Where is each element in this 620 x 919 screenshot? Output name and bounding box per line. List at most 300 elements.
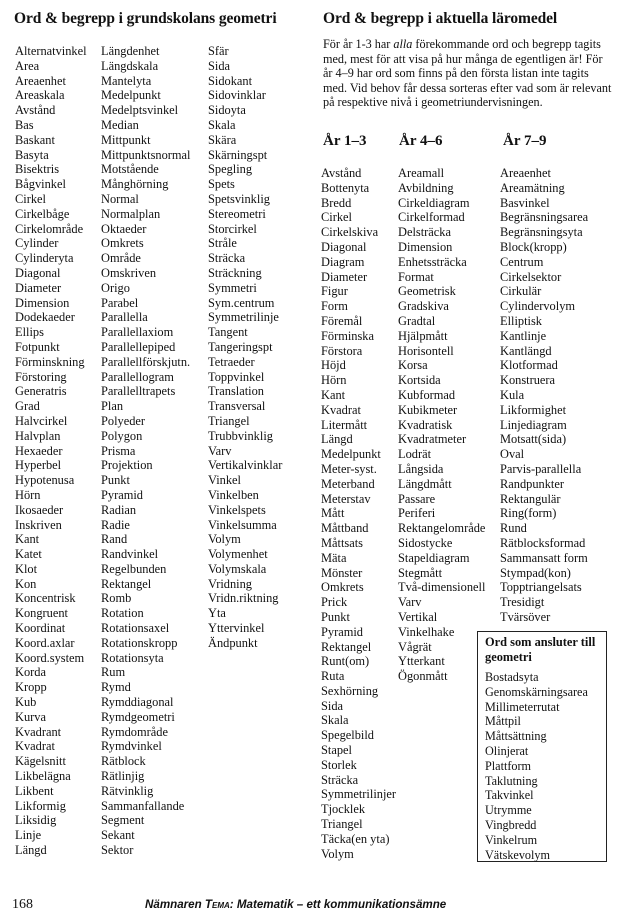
list-item: Bisektris — [15, 162, 60, 177]
list-item: Vingbredd — [485, 817, 537, 832]
list-item: Rätblock — [101, 754, 146, 769]
list-item: Omkrets — [321, 580, 364, 595]
list-item: Koord.system — [15, 650, 85, 665]
list-item: Vinkelsumma — [208, 517, 277, 532]
list-item: Horisontell — [398, 343, 454, 358]
list-item: Ögonmått — [398, 669, 448, 684]
list-item: Kula — [500, 387, 525, 402]
list-item: Toppvinkel — [208, 369, 265, 384]
list-item: Avstånd — [321, 166, 362, 180]
list-item: Volym — [321, 846, 354, 861]
list-item: Vinkelhake — [398, 624, 455, 639]
list-item: Randpunkter — [500, 476, 565, 491]
list-item: Basyta — [15, 147, 49, 162]
list-item: Kubikmeter — [398, 402, 458, 417]
list-item: Areamall — [398, 166, 445, 180]
list-item: Elliptisk — [500, 313, 542, 328]
list-item: Polygon — [101, 428, 143, 443]
list-item: Likbent — [15, 783, 54, 798]
list-item: Cirkelområde — [15, 221, 84, 236]
list-item: Cirkulär — [500, 284, 542, 299]
list-item: Radie — [101, 517, 130, 532]
list-item: Längdskala — [101, 58, 159, 73]
list-item: Rektangel — [321, 639, 372, 654]
list-item: Begränsningsyta — [500, 225, 583, 240]
list-item: Sexhörning — [321, 683, 379, 698]
list-item: Parallellaxiom — [101, 325, 174, 340]
list-item: Cylinder — [15, 236, 59, 251]
list-item: Translation — [208, 384, 264, 399]
list-item: Volymskala — [208, 561, 267, 576]
list-item: Sidovinklar — [208, 88, 266, 103]
list-item: Sammansatt form — [500, 550, 588, 565]
list-item: Area — [15, 58, 40, 73]
list-item: Generatris — [15, 384, 67, 399]
list-item: Prisma — [101, 443, 136, 458]
list-item: Yttervinkel — [208, 621, 265, 636]
list-item: Millimeterrutat — [485, 699, 560, 714]
list-item: Delsträcka — [398, 225, 451, 240]
list-item: Stråle — [208, 236, 237, 251]
list-item: Genomskärningsarea — [485, 684, 588, 699]
list-item: Cirkelformad — [398, 210, 465, 225]
list-item: Förminska — [321, 328, 375, 343]
list-item: Rätlinjig — [101, 769, 145, 784]
list-item: Grad — [15, 399, 40, 414]
list-item: Kub — [15, 695, 37, 710]
list-item: Vågrät — [398, 639, 432, 654]
list-item: Tangeringspt — [208, 339, 273, 354]
list-item: Triangel — [321, 817, 363, 832]
list-item: Normal — [101, 191, 139, 206]
intro-paragraph — [323, 37, 615, 110]
list-item: Föremål — [321, 313, 363, 328]
list-item: Parallella — [101, 310, 148, 325]
list-item: Hörn — [321, 373, 347, 388]
list-item: Diagonal — [15, 265, 61, 280]
list-item: Litermått — [321, 417, 368, 432]
list-item: Linje — [15, 828, 42, 843]
list-item: Sträcka — [321, 772, 359, 787]
list-item: Prick — [321, 595, 348, 610]
list-item: Bågvinkel — [15, 177, 66, 192]
list-item: Spegelbild — [321, 728, 374, 743]
list-item: Form — [321, 299, 348, 314]
list-item: Plattform — [485, 758, 532, 773]
page-number: 168 — [12, 897, 33, 912]
list-item: Varv — [398, 595, 422, 610]
list-item: Motsatt(sida) — [500, 432, 567, 447]
list-item: Dodekaeder — [15, 310, 75, 325]
list-item: Kägelsnitt — [15, 754, 66, 769]
list-item: Dimension — [15, 295, 70, 310]
list-item: Randvinkel — [101, 547, 159, 562]
list-item: Omkrets — [101, 236, 144, 251]
list-item: Sträcka — [208, 251, 246, 266]
list-item: Likbelägna — [15, 769, 71, 784]
list-item: Rektangel — [101, 576, 152, 591]
list-item: Gradtal — [398, 313, 436, 328]
list-item: Alternatvinkel — [15, 44, 87, 58]
list-item: Hexaeder — [15, 443, 63, 458]
related-words-title: Ord som ansluter till geometri — [485, 635, 596, 664]
list-item: Hyperbel — [15, 458, 62, 473]
list-item: Rätvinklig — [101, 783, 154, 798]
list-item: Kvadrat — [15, 739, 55, 754]
list-item: Vätskevolym — [485, 847, 550, 862]
list-item: Punkt — [321, 609, 350, 624]
list-item: Segment — [101, 813, 145, 828]
list-item: Storlek — [321, 757, 357, 772]
list-item: Diameter — [321, 269, 368, 284]
list-item: Skärningspt — [208, 147, 268, 162]
list-item: Meter-syst. — [321, 461, 377, 476]
list-item: Cirkelskiva — [321, 225, 379, 240]
list-item: Oval — [500, 447, 525, 462]
list-item: Rymdgeometri — [101, 709, 175, 724]
list-item: Tetraeder — [208, 354, 255, 369]
list-item: Areaenhet — [15, 73, 66, 88]
list-item: Runt(om) — [321, 654, 370, 669]
grade-1-3-column — [321, 166, 396, 861]
list-item: Vinkel — [208, 473, 241, 488]
related-words-box — [477, 631, 607, 862]
list-item: Rektangulär — [500, 491, 561, 506]
list-item: Meterstav — [321, 491, 371, 506]
list-item: Skala — [321, 713, 349, 728]
list-item: Spegling — [208, 162, 253, 177]
list-item: Normalplan — [101, 206, 161, 221]
list-item: Cylinderyta — [15, 251, 74, 266]
list-item: Parallellförskjutn. — [101, 354, 191, 369]
list-item: Takvinkel — [485, 788, 534, 803]
list-item: Stympad(kon) — [500, 565, 571, 580]
list-item: Begränsningsarea — [500, 210, 589, 225]
grade-4-6-column — [398, 166, 485, 684]
list-item: Bas — [15, 117, 34, 132]
intro-text-end: förekommande ord och begrepp tagits med, mest för att visa på hur många de egentligen är! För år 4–9 har ord som finns på den första listan inte tagits med. Vid behov får dessa sorteras efter vad som är relevant på respektive nivå i geometriundervisningen. — [323, 37, 612, 110]
list-item: Sekant — [101, 828, 135, 843]
list-item: Areamätning — [500, 180, 565, 195]
list-item: Kvadrat — [321, 402, 361, 417]
list-item: Sammanfallande — [101, 798, 185, 813]
list-item: Cylindervolym — [500, 299, 576, 314]
list-item: Stereometri — [208, 206, 266, 221]
list-item: Stapeldiagram — [398, 550, 470, 565]
list-item: Rymd — [101, 680, 131, 695]
list-item: Rotation — [101, 606, 144, 621]
list-item: Längdenhet — [101, 44, 160, 58]
list-item: Ruta — [321, 669, 345, 684]
list-item: Måttsättning — [485, 729, 547, 744]
list-item: Spets — [208, 177, 235, 192]
list-item: Rund — [500, 521, 527, 536]
list-item: Avbildning — [398, 180, 454, 195]
list-item: Sidokant — [208, 73, 253, 88]
list-item: Korda — [15, 665, 46, 680]
list-item: Cirkelbåge — [15, 206, 70, 221]
list-item: Block(kropp) — [500, 239, 567, 254]
list-item: Parallellogram — [101, 369, 174, 384]
list-item: Medelpunkt — [101, 88, 161, 103]
list-item: Topptriangelsats — [500, 580, 582, 595]
list-item: Kantlängd — [500, 343, 552, 358]
list-item: Koord.axlar — [15, 635, 75, 650]
left-column-2 — [101, 44, 191, 858]
list-item: Hörn — [15, 487, 41, 502]
list-item: Längd — [321, 432, 353, 447]
list-item: Spetsvinklig — [208, 191, 270, 206]
list-item: Månghörning — [101, 177, 169, 192]
list-item: Område — [101, 251, 141, 266]
list-item: Areaenhet — [500, 166, 551, 180]
list-item: Kongruent — [15, 606, 68, 621]
list-item: Halvplan — [15, 428, 61, 443]
list-item: Stegmått — [398, 565, 443, 580]
list-item: Trubbvinklig — [208, 428, 273, 443]
list-item: Höjd — [321, 358, 346, 373]
list-item: Diameter — [15, 280, 62, 295]
list-item: Förstora — [321, 343, 363, 358]
list-item: Volymenhet — [208, 547, 268, 562]
list-item: Vertikal — [398, 609, 438, 624]
list-item: Täcka(en yta) — [321, 831, 390, 846]
list-item: Diagram — [321, 254, 365, 269]
list-item: Triangel — [208, 413, 250, 428]
list-item: Linjediagram — [500, 417, 567, 432]
grade-header-7-9: År 7–9 — [503, 133, 547, 149]
list-item: Bostadsyta — [485, 670, 539, 684]
footer-tema: Tema — [204, 898, 230, 911]
list-item: Sidoyta — [208, 103, 246, 118]
list-item: Gradskiva — [398, 299, 449, 314]
list-item: Cirkeldiagram — [398, 195, 470, 210]
intro-emphasis: alla — [393, 37, 413, 51]
list-item: Periferi — [398, 506, 436, 521]
list-item: Långsida — [398, 461, 444, 476]
list-item: Projektion — [101, 458, 153, 473]
grade-header-1-3: År 1–3 — [323, 133, 367, 149]
left-section-title: Ord & begrepp i grundskolans geometri — [14, 10, 277, 27]
list-item: Lodrät — [398, 447, 432, 462]
list-item: Parallellepiped — [101, 339, 176, 354]
list-item: Baskant — [15, 132, 55, 147]
list-item: Likformighet — [500, 402, 567, 417]
list-item: Polyeder — [101, 413, 146, 428]
list-item: Rum — [101, 665, 126, 680]
related-words-list — [485, 670, 588, 862]
list-item: Motstående — [101, 162, 159, 177]
list-item: Sida — [208, 58, 231, 73]
list-item: Rymddiagonal — [101, 695, 174, 710]
list-item: Cirkel — [15, 191, 46, 206]
list-item: Oktaeder — [101, 221, 147, 236]
list-item: Tangent — [208, 325, 248, 340]
list-item: Punkt — [101, 473, 130, 488]
list-item: Rätblocksformad — [500, 535, 586, 550]
list-item: Vinkelrum — [485, 832, 538, 847]
list-item: Rymdområde — [101, 724, 168, 739]
list-item: Vridn.riktning — [208, 591, 279, 606]
list-item: Halvcirkel — [15, 413, 68, 428]
list-item: Klotformad — [500, 358, 558, 373]
list-item: Ytterkant — [398, 654, 445, 669]
list-item: Längd — [15, 843, 47, 858]
list-item: Sym.centrum — [208, 295, 275, 310]
list-item: Hypotenusa — [15, 473, 75, 488]
list-item: Figur — [321, 284, 348, 299]
list-item: Enhetssträcka — [398, 254, 467, 269]
list-item: Parabel — [101, 295, 139, 310]
list-item: Regelbunden — [101, 561, 167, 576]
list-item: Vinkelspets — [208, 502, 266, 517]
right-section-title: Ord & begrepp i aktuella läromedel — [323, 10, 558, 27]
list-item: Sträckning — [208, 265, 262, 280]
list-item: Kant — [15, 532, 40, 547]
list-item: Måttband — [321, 521, 369, 536]
list-item: Likformig — [15, 798, 66, 813]
list-item: Kvadratisk — [398, 417, 453, 432]
list-item: Mäta — [321, 550, 347, 565]
list-item: Symmetrilinjer — [321, 787, 397, 802]
intro-text-start: För år 1-3 har — [323, 37, 394, 51]
list-item: Cirkelsektor — [500, 269, 562, 284]
list-item: Origo — [101, 280, 130, 295]
list-item: Medelptsvinkel — [101, 103, 179, 118]
list-item: Tresidigt — [500, 595, 545, 610]
list-item: Bredd — [321, 195, 352, 210]
list-item: Romb — [101, 591, 132, 606]
list-item: Rotationsaxel — [101, 621, 170, 636]
list-item: Inskriven — [15, 517, 62, 532]
list-item: Cirkel — [321, 210, 352, 225]
list-item: Vinkelben — [208, 487, 259, 502]
list-item: Avstånd — [15, 103, 56, 118]
list-item: Transversal — [208, 399, 266, 414]
list-item: Måttsats — [321, 535, 363, 550]
list-item: Omskriven — [101, 265, 157, 280]
grade-7-9-column — [500, 166, 588, 625]
list-item: Måttpil — [485, 714, 521, 729]
list-item: Mantelyta — [101, 73, 152, 88]
list-item: Liksidig — [15, 813, 57, 828]
list-item: Kantlinje — [500, 328, 547, 343]
list-item: Kortsida — [398, 373, 441, 388]
left-column-1 — [15, 44, 87, 858]
list-item: Vridning — [208, 576, 252, 591]
footer-journal-line — [145, 898, 446, 911]
list-item: Radian — [101, 502, 137, 517]
list-item: Passare — [398, 491, 436, 506]
list-item: Parvis-parallella — [500, 461, 582, 476]
list-item: Pyramid — [321, 624, 363, 639]
list-item: Sektor — [101, 843, 134, 858]
list-item: Sidostycke — [398, 535, 453, 550]
list-item: Kvadratmeter — [398, 432, 467, 447]
list-item: Kant — [321, 387, 346, 402]
list-item: Olinjerat — [485, 743, 529, 758]
list-item: Basvinkel — [500, 195, 550, 210]
list-item: Plan — [101, 399, 124, 414]
list-item: Areaskala — [15, 88, 65, 103]
list-item: Kon — [15, 576, 37, 591]
list-item: Stapel — [321, 743, 352, 758]
list-item: Konstruera — [500, 373, 556, 388]
list-item: Längdmått — [398, 476, 452, 491]
list-item: Skala — [208, 117, 236, 132]
list-item: Kropp — [15, 680, 47, 695]
list-item: Pyramid — [101, 487, 143, 502]
list-item: Klot — [15, 561, 38, 576]
list-item: Kurva — [15, 709, 46, 724]
list-item: Symmetrilinje — [208, 310, 279, 325]
list-item: Rand — [101, 532, 128, 547]
list-item: Utrymme — [485, 803, 532, 818]
list-item: Dimension — [398, 239, 453, 254]
list-item: Symmetri — [208, 280, 257, 295]
list-item: Diagonal — [321, 239, 367, 254]
list-item: Volym — [208, 532, 241, 547]
list-item: Tjocklek — [321, 802, 366, 817]
list-item: Mönster — [321, 565, 363, 580]
list-item: Yta — [208, 606, 226, 621]
list-item: Koordinat — [15, 621, 66, 636]
list-item: Sfär — [208, 44, 229, 58]
list-item: Hjälpmått — [398, 328, 448, 343]
list-item: Rymdvinkel — [101, 739, 162, 754]
footer-journal: Nämnaren — [145, 898, 205, 911]
list-item: Format — [398, 269, 434, 284]
list-item: Mittpunktsnormal — [101, 147, 191, 162]
list-item: Centrum — [500, 254, 544, 269]
list-item: Storcirkel — [208, 221, 257, 236]
list-item: Förstoring — [15, 369, 67, 384]
list-item: Meterband — [321, 476, 375, 491]
list-item: Korsa — [398, 358, 428, 373]
list-item: Medelpunkt — [321, 447, 381, 462]
list-item: Rektangelområde — [398, 521, 486, 536]
list-item: Koncentrisk — [15, 591, 76, 606]
list-item: Median — [101, 117, 139, 132]
list-item: Rotationsyta — [101, 650, 164, 665]
left-column-3 — [208, 44, 282, 651]
list-item: Tvärsöver — [500, 609, 551, 624]
list-item: Sida — [321, 698, 344, 713]
list-item: Fotpunkt — [15, 339, 60, 354]
list-item: Kubformad — [398, 387, 456, 402]
footer-subtitle: : Matematik – ett kommunikationsämne — [229, 898, 447, 911]
list-item: Skära — [208, 132, 237, 147]
list-item: Mått — [321, 506, 345, 521]
list-item: Geometrisk — [398, 284, 456, 299]
list-item: Parallelltrapets — [101, 384, 176, 399]
list-item: Varv — [208, 443, 232, 458]
list-item: Ellips — [15, 325, 44, 340]
list-item: Ändpunkt — [208, 635, 258, 650]
list-item: Kvadrant — [15, 724, 62, 739]
list-item: Två-dimensionell — [398, 580, 486, 595]
list-item: Vertikalvinklar — [208, 458, 283, 473]
list-item: Ikosaeder — [15, 502, 64, 517]
list-item: Mittpunkt — [101, 132, 151, 147]
list-item: Ring(form) — [500, 506, 557, 521]
list-item: Rotationskropp — [101, 635, 178, 650]
grade-header-4-6: År 4–6 — [399, 133, 443, 149]
list-item: Katet — [15, 547, 42, 562]
list-item: Taklutning — [485, 773, 538, 788]
list-item: Förminskning — [15, 354, 85, 369]
list-item: Bottenyta — [321, 180, 370, 195]
